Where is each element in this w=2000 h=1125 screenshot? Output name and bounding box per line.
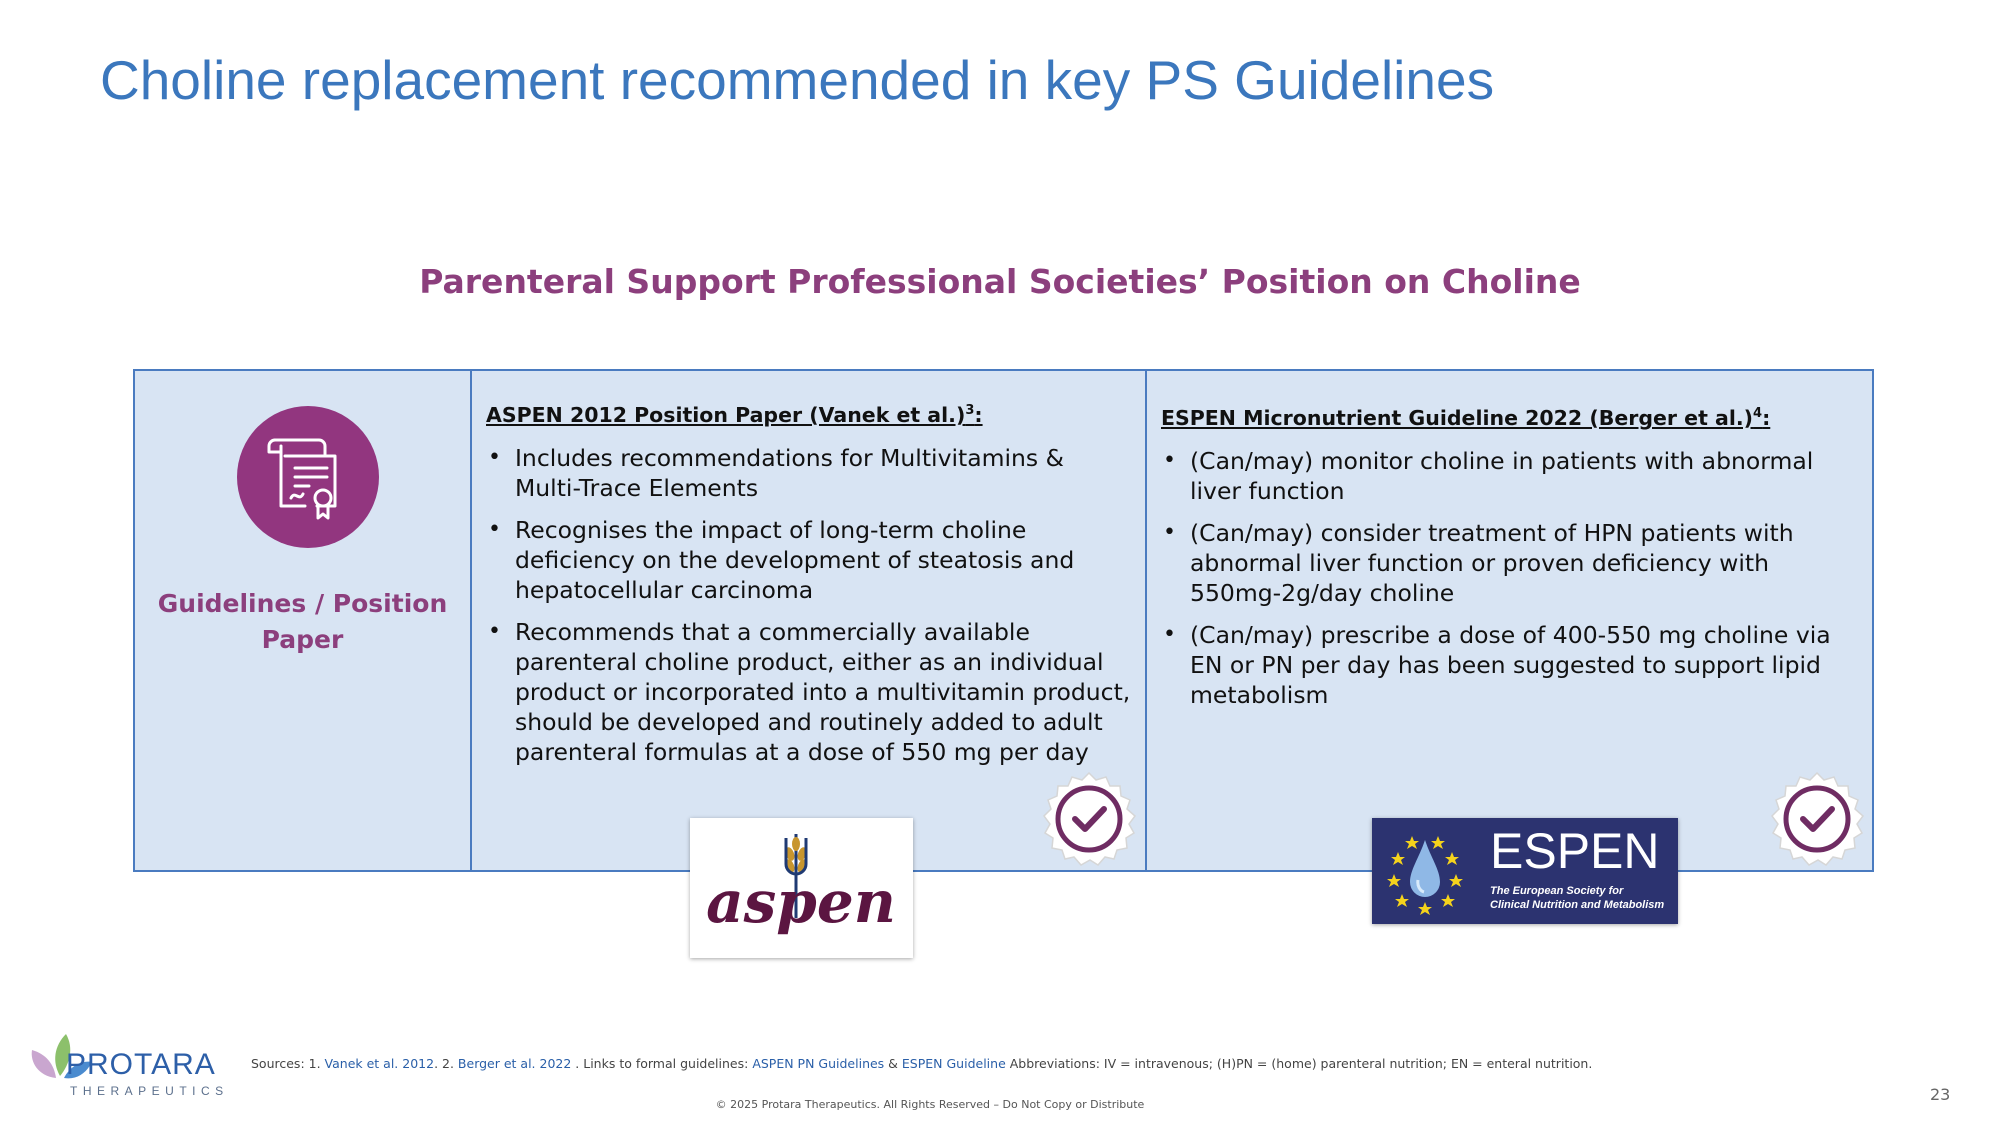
link-aspen-pn-guidelines[interactable]: ASPEN PN Guidelines [752,1056,885,1071]
guidelines-table [133,369,1874,872]
page-title: Choline replacement recommended in key PS Guidelines [100,49,1495,111]
sources-line: Sources: 1. Vanek et al. 2012. 2. Berger et al. 2022 . Links to formal guidelines: ASPEN PN Guidelines & ESPEN Guideline Abbreviations: IV = intravenous; (H)PN = (home) parenteral nutrition; EN = enteral nutrition. [251,1056,1593,1071]
espen-heading-text: ESPEN Micronutrient Guideline 2022 (Berger et al.) [1161,406,1754,430]
section-subtitle: Parenteral Support Professional Societies’ Position on Choline [419,262,1581,301]
list-item: • (Can/may) monitor choline in patients with abnormal liver function [1161,446,1862,506]
aspen-heading-colon: : [974,403,983,427]
guidelines-position-paper-label: Guidelines / Position Paper [157,589,448,654]
list-item: • Recognises the impact of long-term choline deficiency on the development of steatosis and hepatocellular carcinoma [486,515,1135,605]
list-item: • (Can/may) consider treatment of HPN patients with abnormal liver function or proven deficiency with 550mg-2g/day choline [1161,518,1862,608]
aspen-heading-ref: 3 [965,403,975,419]
check-seal-icon [1039,771,1139,871]
espen-heading-colon: : [1762,406,1771,430]
check-seal-icon [1767,771,1867,871]
espen-column [1147,371,1872,870]
list-item: • Includes recommendations for Multivitamins & Multi-Trace Elements [486,443,1135,503]
link-espen-guideline[interactable]: ESPEN Guideline [901,1056,1006,1071]
certificate-document-icon [237,406,379,548]
protara-subtext: THERAPEUTICS [70,1084,229,1098]
abbreviations: Abbreviations: IV = intravenous; (H)PN = (home) parenteral nutrition; EN = enteral nutrition. [1005,1056,1593,1071]
list-item: • Recommends that a commercially available parenteral choline product, either as an individual product or incorporated into a multivitamin product, should be developed and routinely added to adult parenteral formulas at a dose of 550 mg per day [486,617,1135,767]
svg-text:aspen: aspen [706,868,896,936]
link-berger-2022[interactable]: Berger et al. 2022 [457,1056,572,1071]
espen-logo-subtitle: The European Society for Clinical Nutrition and Metabolism [1490,885,1665,911]
espen-logo-wordmark: ESPEN [1490,823,1660,879]
aspen-heading [486,403,983,427]
copyright-notice: © 2025 Protara Therapeutics. All Rights Reserved – Do Not Copy or Distribute [715,1098,1145,1111]
espen-bullet-list [1161,446,1862,722]
list-item: • (Can/may) prescribe a dose of 400-550 mg choline via EN or PN per day has been suggested to support lipid metabolism [1161,620,1862,710]
aspen-bullet-list [486,443,1135,779]
espen-heading-ref: 4 [1753,406,1763,422]
protara-logo [30,1030,230,1100]
aspen-heading-text: ASPEN 2012 Position Paper (Vanek et al.) [486,403,966,427]
guidelines-type-column [135,371,472,870]
link-vanek-2012[interactable]: Vanek et al. 2012 [324,1056,435,1071]
espen-logo [1372,818,1678,924]
protara-wordmark: PROTARA [66,1048,216,1081]
page-number: 23 [1930,1085,1951,1104]
aspen-logo [690,818,913,958]
espen-heading [1161,406,1770,430]
